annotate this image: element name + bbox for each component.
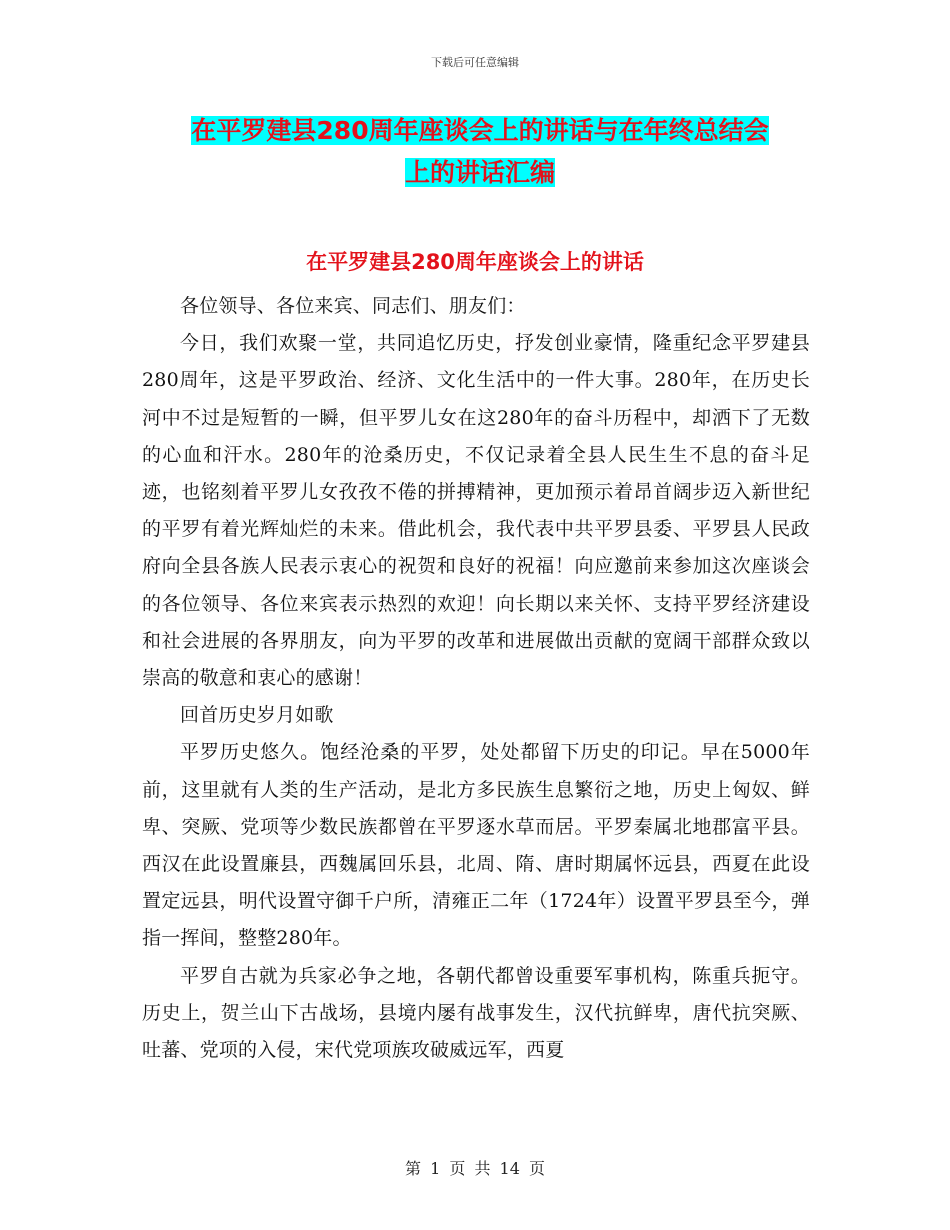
salutation-paragraph: 各位领导、各位来宾、同志们、朋友们： [180, 295, 526, 317]
header-note: 下载后可任意编辑 [431, 56, 519, 69]
body-paragraph: 平罗自古就为兵家必争之地，各朝代都曾设重要军事机构，陈重兵扼守。历史上，贺兰山下古战场，县境内屡有战事发生，汉代抗鲜卑，唐代抗突厥、吐蕃、党项的入侵，宋代党项族攻破威远军，西夏 [142, 964, 810, 1062]
document-title-line-1: 在平罗建县280周年座谈会上的讲话与在年终总结会 [191, 116, 769, 145]
document-title-line-2: 上的讲话汇编 [404, 158, 555, 187]
body-paragraph: 平罗历史悠久。饱经沧桑的平罗，处处都留下历史的印记。早在5000年前，这里就有人类的生产活动，是北方多民族生息繁衍之地，历史上匈奴、鲜卑、突厥、党项等少数民族都曾在平罗逐水草而居。平罗秦属北地郡富平县。西汉在此设置廉县，西魏属回乐县，北周、隋、唐时期属怀远县，西夏在此设置定远县，明代设置守御千户所，清雍正二年（1724年）设置平罗县至今，弹指一挥间，整整280年。 [142, 741, 810, 950]
document-body [142, 288, 810, 1069]
page-footer: 第 1 页 共 14 页 [405, 1159, 545, 1178]
section-title: 在平罗建县280周年座谈会上的讲话 [306, 250, 644, 274]
document-title [140, 110, 820, 194]
subheading-paragraph: 回首历史岁月如歌 [180, 704, 334, 727]
body-paragraph: 今日，我们欢聚一堂，共同追忆历史，抒发创业豪情，隆重纪念平罗建县280周年，这是平罗政治、经济、文化生活中的一件大事。280年，在历史长河中不过是短暂的一瞬，但平罗儿女在这280年的奋斗历程中，却洒下了无数的心血和汗水。280年的沧桑历史，不仅记录着全县人民生生不息的奋斗足迹，也铭刻着平罗儿女孜孜不倦的拼搏精神，更加预示着昂首阔步迈入新世纪的平罗有着光辉灿烂的未来。借此机会，我代表中共平罗县委、平罗县人民政府向全县各族人民表示衷心的祝贺和良好的祝福！向应邀前来参加这次座谈会的各位领导、各位来宾表示热烈的欢迎！向长期以来关怀、支持平罗经济建设和社会进展的各界朋友，向为平罗的改革和进展做出贡献的宽阔干部群众致以崇高的敬意和衷心的感谢！ [142, 332, 810, 690]
